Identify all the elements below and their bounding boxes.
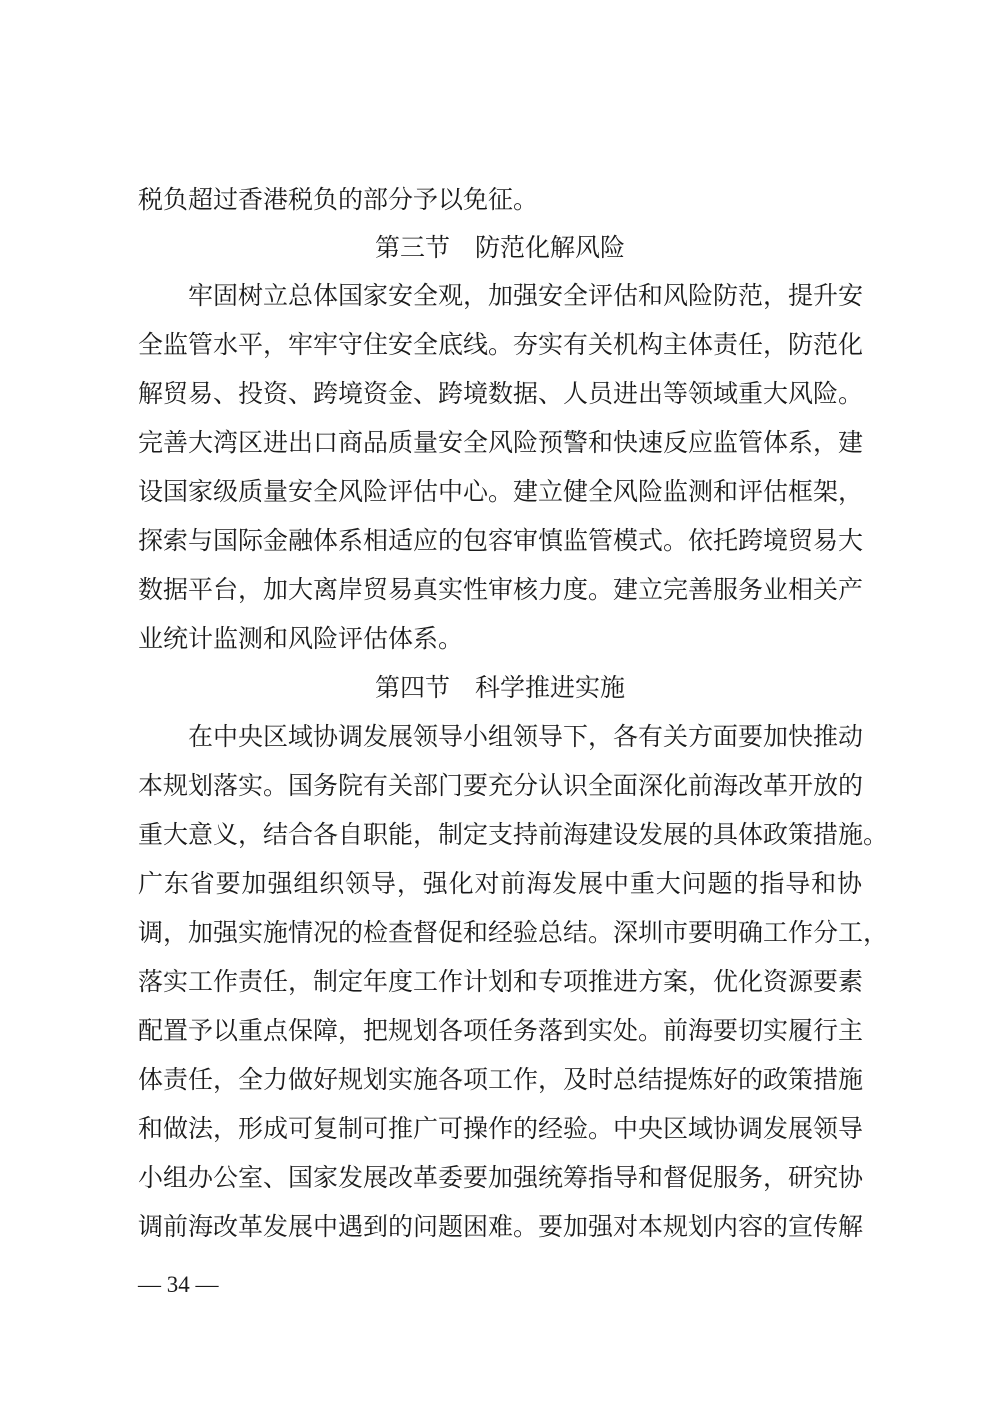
body-line: 在中央区域协调发展领导小组领导下，各有关方面要加快推动 — [188, 722, 864, 751]
body-line: 解贸易、投资、跨境资金、跨境数据、人员进出等领域重大风险。 — [138, 379, 864, 408]
body-line: 落实工作责任，制定年度工作计划和专项推进方案，优化资源要素 — [138, 967, 864, 996]
body-line: 本规划落实。国务院有关部门要充分认识全面深化前海改革开放的 — [138, 771, 864, 800]
body-line: 调，加强实施情况的检查督促和经验总结。深圳市要明确工作分工， — [138, 918, 889, 947]
body-line: 调前海改革发展中遇到的问题困难。要加强对本规划内容的宣传解 — [138, 1212, 864, 1241]
body-line: 和做法，形成可复制可推广可操作的经验。中央区域协调发展领导 — [138, 1114, 864, 1143]
body-line: 完善大湾区进出口商品质量安全风险预警和快速反应监管体系，建 — [138, 428, 864, 457]
page-number: — 34 — — [138, 1272, 219, 1297]
body-line: 配置予以重点保障，把规划各项任务落到实处。前海要切实履行主 — [138, 1016, 864, 1045]
body-line: 税负超过香港税负的部分予以免征。 — [138, 185, 539, 214]
body-line: 探索与国际金融体系相适应的包容审慎监管模式。依托跨境贸易大 — [138, 526, 864, 555]
body-line: 体责任，全力做好规划实施各项工作，及时总结提炼好的政策措施 — [138, 1065, 864, 1094]
body-line: 全监管水平，牢牢守住安全底线。夯实有关机构主体责任，防范化 — [138, 330, 864, 359]
body-line: 小组办公室、国家发展改革委要加强统筹指导和督促服务，研究协 — [138, 1163, 864, 1192]
body-line: 设国家级质量安全风险评估中心。建立健全风险监测和评估框架， — [138, 477, 864, 506]
body-line: 广东省要加强组织领导，强化对前海发展中重大问题的指导和协 — [138, 869, 862, 898]
section-heading-4: 第四节 科学推进实施 — [374, 673, 625, 702]
section-heading-3: 第三节 防范化解风险 — [374, 233, 625, 262]
body-line: 牢固树立总体国家安全观，加强安全评估和风险防范，提升安 — [188, 281, 864, 310]
body-line: 业统计监测和风险评估体系。 — [138, 624, 464, 653]
body-line: 重大意义，结合各自职能，制定支持前海建设发展的具体政策措施。 — [138, 820, 889, 849]
body-line: 数据平台，加大离岸贸易真实性审核力度。建立完善服务业相关产 — [138, 575, 864, 604]
